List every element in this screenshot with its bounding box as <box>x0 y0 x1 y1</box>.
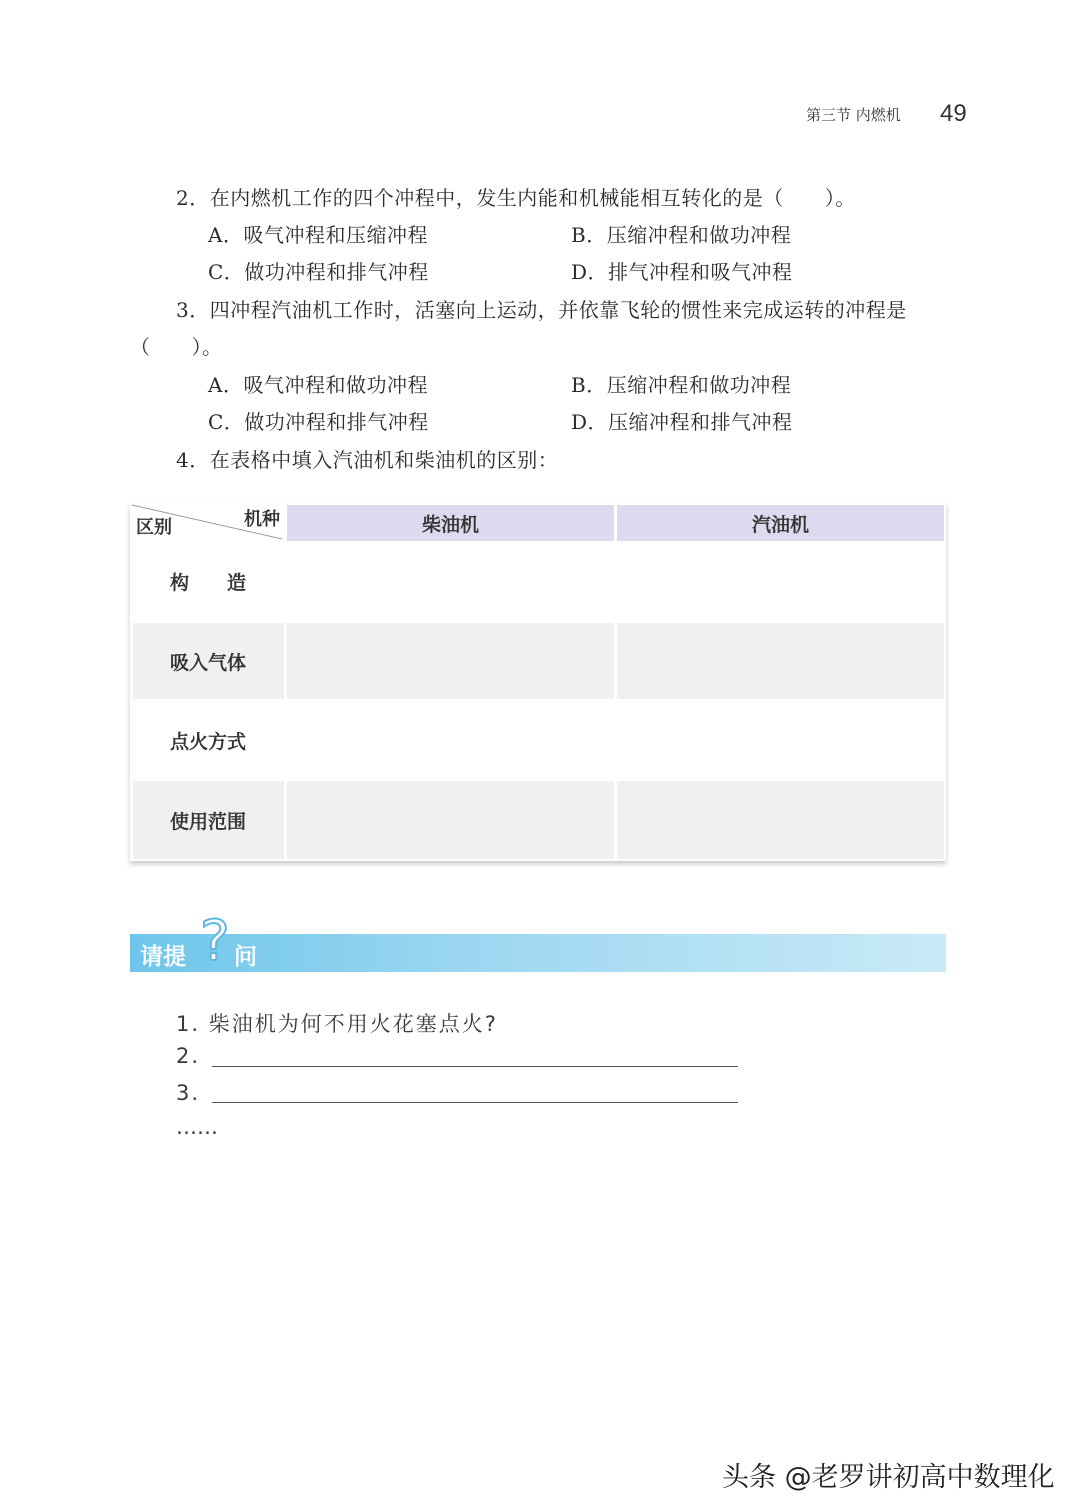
table-cell <box>617 623 944 699</box>
table-cell <box>617 781 944 859</box>
answer-blank-line <box>212 1066 738 1067</box>
table-cell <box>617 700 944 780</box>
ask-ellipsis: …… <box>176 1115 218 1139</box>
question-3-option-c: C．做功冲程和排气冲程 <box>208 410 429 434</box>
row-label-ignition: 点火方式 <box>170 730 247 753</box>
question-2-option-c: C．做功冲程和排气冲程 <box>208 260 429 284</box>
ask-question-banner <box>130 934 946 972</box>
question-2-option-a: A．吸气冲程和压缩冲程 <box>208 223 428 247</box>
column-header-gasoline: 汽油机 <box>617 505 944 541</box>
ask-title-left: 请提 <box>140 944 186 970</box>
table-cell <box>287 541 614 621</box>
question-3-stem-line1: 3．四冲程汽油机工作时，活塞向上运动，并依靠飞轮的惯性来完成运转的冲程是 <box>176 298 907 322</box>
ask-item-2: 2. <box>176 1044 201 1068</box>
watermark: 头条 @老罗讲初高中数理化 <box>722 1462 1055 1493</box>
comparison-table <box>130 503 946 861</box>
answer-blank-line <box>212 1102 738 1103</box>
question-3-option-b: B．压缩冲程和做功冲程 <box>571 373 792 397</box>
ask-item-3: 3. <box>176 1081 201 1105</box>
question-3-option-a: A．吸气冲程和做功冲程 <box>208 373 428 397</box>
question-mark-icon: ? <box>200 909 230 974</box>
table-cell <box>617 541 944 621</box>
row-label-intake-gas: 吸入气体 <box>133 623 284 699</box>
corner-header-type: 机种 <box>244 509 280 530</box>
question-2-stem: 2．在内燃机工作的四个冲程中，发生内能和机械能相互转化的是（ ）。 <box>176 186 856 210</box>
ask-item-1: 1. 柴油机为何不用火花塞点火? <box>176 1012 498 1036</box>
table-cell <box>287 700 614 780</box>
question-3-stem-line2: （ ）。 <box>130 335 223 359</box>
page-number: 49 <box>940 100 967 127</box>
table-cell <box>287 623 614 699</box>
row-label-structure: 构 造 <box>170 571 247 594</box>
chapter-title: 第三节 内燃机 <box>806 106 901 124</box>
ask-title-right: 问 <box>234 944 257 970</box>
column-header-diesel: 柴油机 <box>287 505 614 541</box>
question-3-option-d: D．压缩冲程和排气冲程 <box>571 410 793 434</box>
question-4-stem: 4．在表格中填入汽油机和柴油机的区别： <box>176 448 559 472</box>
question-2-option-d: D．排气冲程和吸气冲程 <box>571 260 793 284</box>
corner-header-difference: 区别 <box>136 517 172 538</box>
question-2-option-b: B．压缩冲程和做功冲程 <box>571 223 792 247</box>
table-corner-cell <box>130 503 284 541</box>
table-cell <box>287 781 614 859</box>
row-label-usage: 使用范围 <box>133 781 284 859</box>
